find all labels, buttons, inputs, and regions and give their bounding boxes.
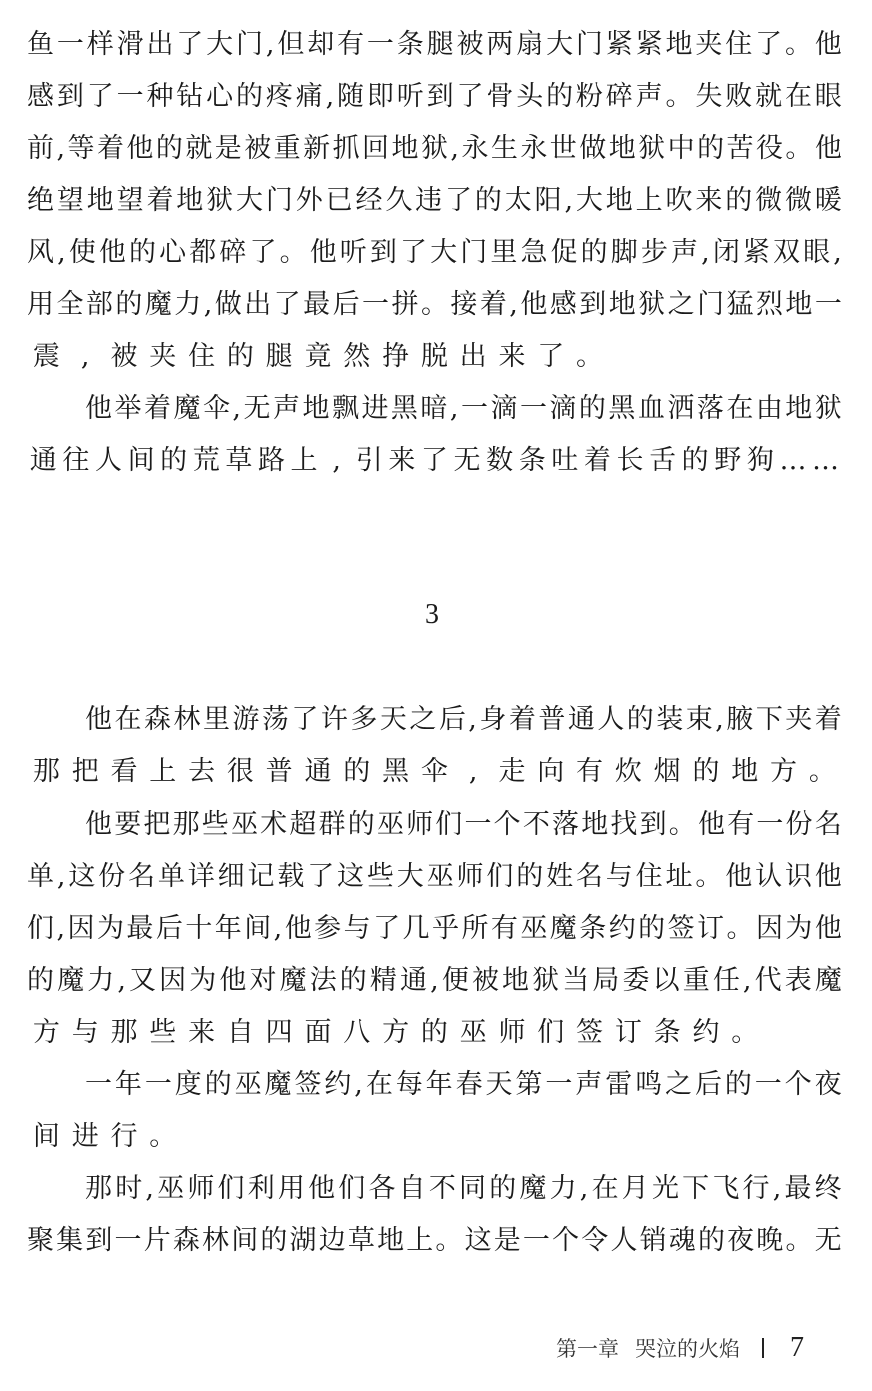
text-line: 们 , 因 为 最 后 十 年 间 , 他 参 与 了 几 乎 所 有 巫 魔 条 约 的 签 订 。 因 为 他 <box>27 913 842 944</box>
footer-chapter-title: 哭泣的火焰 <box>635 1337 740 1361</box>
text-line: 单 , 这 份 名 单 详 细 记 载 了 这 些 大 巫 师 们 的 姓 名 与 住 址 。 他 认 识 他 <box>27 861 842 892</box>
text-line: 震 , 被 夹 住 的 腿 竟 然 挣 脱 出 来 了 。 <box>32 341 604 372</box>
text-line: 感 到 了 一 种 钻 心 的 疼 痛 , 随 即 听 到 了 骨 头 的 粉 碎 声 。 失 败 就 在 眼 <box>27 81 842 112</box>
text-line: 用 全 部 的 魔 力 , 做 出 了 最 后 一 拼 。 接 着 , 他 感 到 地 狱 之 门 猛 烈 地 一 <box>27 289 842 320</box>
text-line: 他 要 把 那 些 巫 术 超 群 的 巫 师 们 一 个 不 落 地 找 到 。 他 有 一 份 名 <box>85 809 842 840</box>
text-line: 的 魔 力 , 又 因 为 他 对 魔 法 的 精 通 , 便 被 地 狱 当 局 委 以 重 任 , 代 表 魔 <box>27 965 842 996</box>
text-line: 他 举 着 魔 伞 , 无 声 地 飘 进 黑 暗 , 一 滴 一 滴 的 黑 血 洒 落 在 由 地 狱 <box>85 393 842 424</box>
text-line: 一 年 一 度 的 巫 魔 签 约 , 在 每 年 春 天 第 一 声 雷 鸣 之 后 的 一 个 夜 <box>85 1069 842 1100</box>
text-line: 鱼 一 样 滑 出 了 大 门 , 但 却 有 一 条 腿 被 两 扇 大 门 紧 紧 地 夹 住 了 。 他 <box>27 29 842 60</box>
text-line: 方 与 那 些 来 自 四 面 八 方 的 巫 师 们 签 订 条 约 。 <box>32 1017 759 1048</box>
footer-chapter: 第一章 <box>556 1337 619 1361</box>
footer-divider <box>762 1338 764 1358</box>
text-line: 那 时 , 巫 师 们 利 用 他 们 各 自 不 同 的 魔 力 , 在 月 光 下 飞 行 , 最 终 <box>85 1173 842 1204</box>
page-number: 7 <box>790 1332 804 1363</box>
section-number: 3 <box>425 599 439 630</box>
text-line: 聚 集 到 一 片 森 林 间 的 湖 边 草 地 上 。 这 是 一 个 令 人 销 魂 的 夜 晚 。 无 <box>27 1225 842 1256</box>
text-line: 他 在 森 林 里 游 荡 了 许 多 天 之 后 , 身 着 普 通 人 的 装 束 , 腋 下 夹 着 <box>85 704 842 735</box>
text-line: 那 把 看 上 去 很 普 通 的 黑 伞 , 走 向 有 炊 烟 的 地 方 。 <box>32 756 836 787</box>
page-footer <box>556 1332 804 1364</box>
text-line: 绝 望 地 望 着 地 狱 大 门 外 已 经 久 违 了 的 太 阳 , 大 地 上 吹 来 的 微 微 暖 <box>27 185 842 216</box>
text-line: 风 , 使 他 的 心 都 碎 了 。 他 听 到 了 大 门 里 急 促 的 脚 步 声 , 闭 紧 双 眼 , <box>27 237 842 268</box>
text-line: 通 往 人 间 的 荒 草 路 上 , 引 来 了 无 数 条 吐 着 长 舌 的 野 狗 … … <box>29 445 840 476</box>
text-line: 间 进 行 。 <box>32 1121 177 1152</box>
text-line: 前 , 等 着 他 的 就 是 被 重 新 抓 回 地 狱 , 永 生 永 世 做 地 狱 中 的 苦 役 。 他 <box>27 133 842 164</box>
